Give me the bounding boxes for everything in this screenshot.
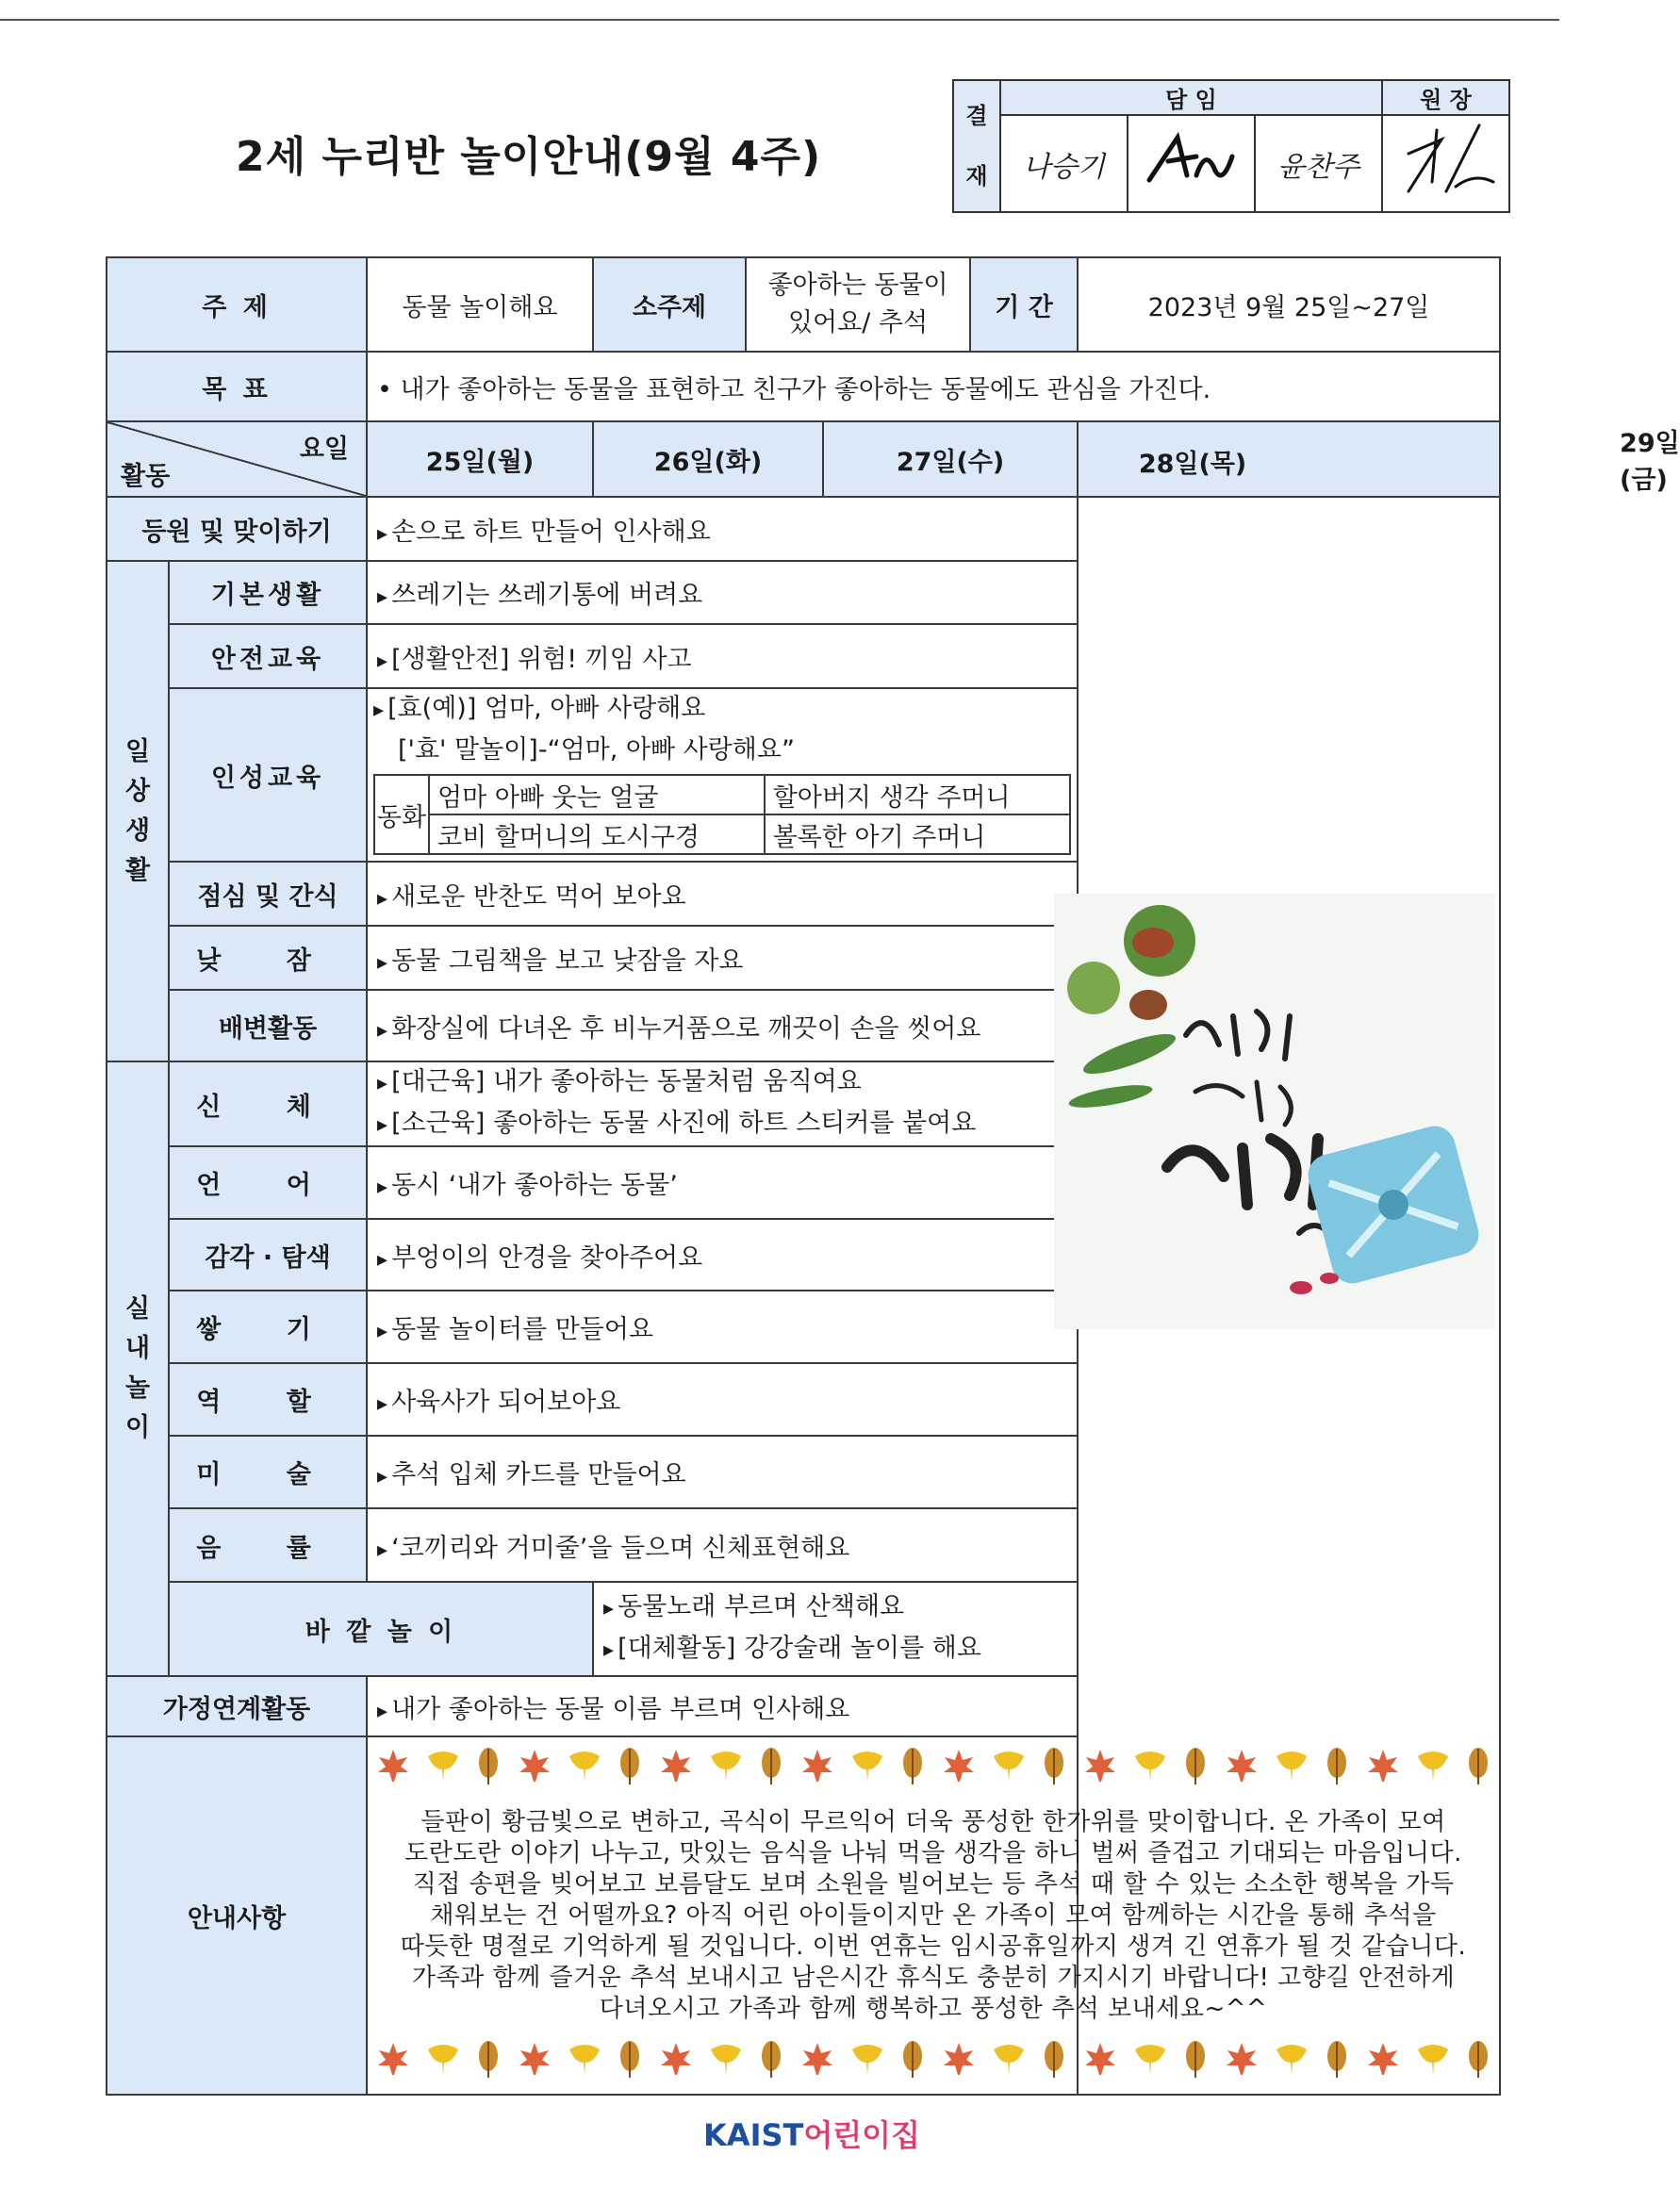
- notice-line-1: 들판이 황금빛으로 변하고, 곡식이 무르익어 더욱 풍성한 한가위를 맞이합니다. 온 가족이 모여: [420, 1807, 1446, 1836]
- ginkgo-leaf-icon: [424, 1747, 462, 1791]
- signature-mark-1: [1140, 128, 1244, 194]
- corner-day-label: 요일: [299, 435, 350, 464]
- jujube-2-icon: [1320, 1273, 1339, 1284]
- maple-leaf-icon: [657, 1747, 695, 1791]
- character-line-2: ['효' 말놀이]-“엄마, 아빠 사랑해요”: [398, 735, 795, 765]
- day-mon: 25일(월): [367, 421, 593, 497]
- teacher-header: 담 임: [1000, 80, 1382, 115]
- character-line-1: ▸ [효(예)] 엄마, 아빠 사랑해요: [373, 689, 1071, 731]
- daily-life-group-label: [107, 561, 169, 1061]
- day-wed: 27일(수): [823, 421, 1078, 497]
- ginkgo-leaf-icon: [848, 1747, 886, 1791]
- story-1: 엄마 아빠 웃는 얼굴: [429, 775, 765, 814]
- maple-leaf-icon: [799, 2040, 836, 2084]
- theme-row: [107, 257, 1500, 352]
- blocks-text: ▸ 동물 놀이터를 만들어요: [367, 1291, 1078, 1363]
- ginkgo-leaf-icon: [566, 2040, 603, 2084]
- chuseok-card: [1054, 894, 1495, 1329]
- maple-leaf-icon: [1223, 2040, 1260, 2084]
- physical-line-1: ▸ [대근육] 내가 좋아하는 동물처럼 움직여요: [377, 1062, 1067, 1104]
- art-label: 미 술: [169, 1436, 367, 1508]
- language-text: ▸ 동시 ‘내가 좋아하는 동물’: [367, 1146, 1078, 1219]
- outdoor-line-1: ▸ 동물노래 부르며 산책해요: [603, 1587, 1142, 1629]
- ginkgo-leaf-icon: [990, 2040, 1028, 2084]
- physical-label: 신 체: [169, 1061, 367, 1146]
- oak-leaf-icon: [1040, 2038, 1068, 2086]
- maple-leaf-icon: [374, 2040, 412, 2084]
- blocks-label: 쌓 기: [169, 1291, 367, 1363]
- chestnut-icon: [1132, 928, 1174, 958]
- director-header: 원 장: [1382, 80, 1509, 115]
- director-signature: [1382, 115, 1509, 212]
- role-text: ▸ 사육사가 되어보아요: [367, 1363, 1078, 1436]
- leaf-2-icon: [1067, 1080, 1154, 1111]
- notice-row: [107, 1736, 1500, 2095]
- story-label: 동화: [374, 775, 429, 854]
- ginkgo-leaf-icon: [1131, 2040, 1169, 2084]
- nap-label: 낮 잠: [169, 926, 367, 990]
- period-value: 2023년 9월 25일~27일: [1078, 257, 1500, 352]
- subtheme-label: 소주제: [593, 257, 746, 352]
- nap-text: ▸ 동물 그림책을 보고 낮잠을 자요: [367, 926, 1078, 990]
- ginkgo-leaf-icon: [1414, 2040, 1452, 2084]
- leaf-border-top: [368, 1741, 1499, 1798]
- maple-leaf-icon: [1081, 2040, 1119, 2084]
- day-thu: [1078, 421, 1500, 497]
- character-cell: [367, 688, 1078, 862]
- oak-leaf-icon: [757, 2038, 785, 2086]
- language-label: 언 어: [169, 1146, 367, 1219]
- maple-leaf-icon: [1364, 2040, 1402, 2084]
- ginkgo-leaf-icon: [1273, 2040, 1310, 2084]
- notice-line-3: 직접 송편을 빚어보고 보름달도 보며 소원을 빌어보는 등 추석 때 할 수 있는 소소한 행복을 가득: [412, 1869, 1455, 1899]
- oak-leaf-icon: [1040, 1745, 1068, 1793]
- notice-line-7: 다녀오시고 가족과 함께 행복하고 풍성한 추석 보내세요~^^: [599, 1994, 1268, 2023]
- teacher-name-2: 윤찬주: [1255, 115, 1382, 212]
- story-3: 코비 할머니의 도시구경: [429, 814, 765, 854]
- outdoor-cell: [593, 1582, 1151, 1676]
- maple-leaf-icon: [1223, 1747, 1260, 1791]
- home-text: ▸ 내가 좋아하는 동물 이름 부르며 인사해요: [367, 1676, 1078, 1736]
- arrival-label: 등원 및 맞이하기: [107, 497, 367, 561]
- ginkgo-leaf-icon: [1414, 1747, 1452, 1791]
- notice-text: [368, 1798, 1499, 2034]
- days-row: 요일 활동 25일(월) 26일(화) 27일(수) 28일(목) 29일(금): [107, 421, 1500, 497]
- maple-leaf-icon: [516, 2040, 553, 2084]
- basic-label: 기본생활: [169, 561, 367, 624]
- oak-leaf-icon: [898, 1745, 927, 1793]
- top-rule: [0, 19, 1559, 21]
- oak-leaf-icon: [1323, 1745, 1351, 1793]
- story-2: 할아버지 생각 주머니: [765, 775, 1070, 814]
- ginkgo-leaf-icon: [848, 2040, 886, 2084]
- signature-mark-2: [1390, 116, 1503, 206]
- oak-leaf-icon: [1464, 2038, 1492, 2086]
- approval-label: 결 재: [953, 80, 1000, 212]
- maple-leaf-icon: [940, 1747, 978, 1791]
- physical-cell: [367, 1061, 1078, 1146]
- ginkgo-leaf-icon: [1131, 1747, 1169, 1791]
- chuseok-illustration: [1054, 894, 1495, 1329]
- sensory-text: ▸ 부엉이의 안경을 찾아주어요: [367, 1219, 1078, 1291]
- leaf-1-icon: [1079, 1027, 1179, 1081]
- oak-leaf-icon: [898, 2038, 927, 2086]
- arrival-text: ▸ 손으로 하트 만들어 인사해요: [367, 497, 1078, 561]
- teacher-signature-1: [1128, 115, 1255, 212]
- subtheme-value: 좋아하는 동물이 있어요/ 추석: [746, 257, 970, 352]
- oak-leaf-icon: [474, 2038, 502, 2086]
- goal-label: 목 표: [107, 352, 367, 421]
- logo-kaist: KAIST: [703, 2117, 804, 2153]
- safety-text: ▸ [생활안전] 위험! 끼임 사고: [367, 624, 1078, 688]
- day-activity-corner: [107, 421, 367, 497]
- maple-leaf-icon: [657, 2040, 695, 2084]
- lunch-text: ▸ 새로운 반찬도 먹어 보아요: [367, 862, 1078, 926]
- maple-leaf-icon: [1081, 1747, 1119, 1791]
- rice-cake-box-icon: [1304, 1122, 1484, 1289]
- role-label: 역 할: [169, 1363, 367, 1436]
- arrival-row: [107, 497, 1500, 561]
- art-text: ▸ 추석 입체 카드를 만들어요: [367, 1436, 1078, 1508]
- music-text: ▸ ‘코끼리와 거미줄’을 들으며 신체표현해요: [367, 1508, 1078, 1582]
- chestnut-2-icon: [1129, 990, 1167, 1020]
- logo-daycare: 어린이집: [803, 2117, 920, 2153]
- notice-label: 안내사항: [107, 1736, 367, 2095]
- teacher-name-1: 나승기: [1000, 115, 1128, 212]
- music-label: 음 률: [169, 1508, 367, 1582]
- indoor-group-text: 실내놀이: [124, 1294, 151, 1442]
- burr-icon: [1067, 962, 1120, 1014]
- oak-leaf-icon: [1464, 1745, 1492, 1793]
- notice-line-5: 따듯한 명절로 기억하게 될 것입니다. 이번 연휴는 임시공휴일까지 생겨 긴 연휴가 될 것 같습니다.: [400, 1932, 1467, 1961]
- basic-text: ▸ 쓰레기는 쓰레기통에 버려요: [367, 561, 1078, 624]
- ginkgo-leaf-icon: [707, 1747, 745, 1791]
- maple-leaf-icon: [516, 1747, 553, 1791]
- maple-leaf-icon: [799, 1747, 836, 1791]
- toilet-text: ▸ 화장실에 다녀온 후 비누거품으로 깨끗이 손을 씻어요: [367, 990, 1078, 1061]
- toilet-label: 배변활동: [169, 990, 367, 1061]
- safety-label: 안전교육: [169, 624, 367, 688]
- goal-row: [107, 352, 1500, 421]
- physical-line-2: ▸ [소근육] 좋아하는 동물 사진에 하트 스티커를 붙여요: [377, 1104, 1067, 1145]
- ginkgo-leaf-icon: [707, 2040, 745, 2084]
- notice-line-2: 도란도란 이야기 나누고, 맛있는 음식을 나눠 먹을 생각을 하니 벌써 즐겁고 기대되는 마음입니다.: [404, 1838, 1462, 1867]
- day-thu-label: 28일(목): [1138, 450, 1247, 479]
- maple-leaf-icon: [940, 2040, 978, 2084]
- leaf-border-bottom: [368, 2034, 1499, 2091]
- period-label: 기 간: [970, 257, 1078, 352]
- theme-label: 주 제: [107, 257, 367, 352]
- oak-leaf-icon: [474, 1745, 502, 1793]
- jujube-icon: [1290, 1281, 1312, 1294]
- oak-leaf-icon: [616, 1745, 644, 1793]
- maple-leaf-icon: [1364, 1747, 1402, 1791]
- story-4: 볼록한 아기 주머니: [765, 814, 1070, 854]
- page-title: 2세 누리반 놀이안내(9월 4주): [236, 133, 822, 181]
- ginkgo-leaf-icon: [424, 2040, 462, 2084]
- outdoor-label: 바 깥 놀 이: [169, 1582, 593, 1676]
- maple-leaf-icon: [374, 1747, 412, 1791]
- indoor-group-label: [107, 1061, 169, 1676]
- day-tue: 26일(화): [593, 421, 823, 497]
- ginkgo-leaf-icon: [566, 1747, 603, 1791]
- ginkgo-leaf-icon: [990, 1747, 1028, 1791]
- notice-cell: [367, 1736, 1500, 2095]
- oak-leaf-icon: [1323, 2038, 1351, 2086]
- approval-box: [952, 79, 1510, 213]
- oak-leaf-icon: [1181, 2038, 1210, 2086]
- oak-leaf-icon: [1181, 1745, 1210, 1793]
- story-table: [373, 774, 1071, 855]
- oak-leaf-icon: [616, 2038, 644, 2086]
- outdoor-line-2: ▸ [대체활동] 강강술래 놀이를 해요: [603, 1629, 1142, 1670]
- notice-line-4: 채워보는 건 어떨까요? 아직 어린 아이들이지만 온 가족이 모여 함께하는 시간을 통해 추석을: [430, 1900, 1437, 1930]
- goal-value: • 내가 좋아하는 동물을 표현하고 친구가 좋아하는 동물에도 관심을 가진다.: [367, 352, 1500, 421]
- ginkgo-leaf-icon: [1273, 1747, 1310, 1791]
- daily-life-group-text: 일상생활: [124, 736, 151, 885]
- lunch-label: 점심 및 간식: [169, 862, 367, 926]
- notice-line-6: 가족과 함께 즐거운 추석 보내시고 남은시간 휴식도 충분히 가지시기 바랍니다! 고향길 안전하게: [411, 1963, 1456, 1992]
- oak-leaf-icon: [757, 1745, 785, 1793]
- theme-value: 동물 놀이해요: [367, 257, 593, 352]
- sensory-label: 감각 · 탐색: [169, 1219, 367, 1291]
- corner-activity-label: 활동: [121, 462, 171, 491]
- kaist-logo: [703, 2112, 920, 2155]
- character-label: 인성교육: [169, 688, 367, 862]
- home-label: 가정연계활동: [107, 1676, 367, 1736]
